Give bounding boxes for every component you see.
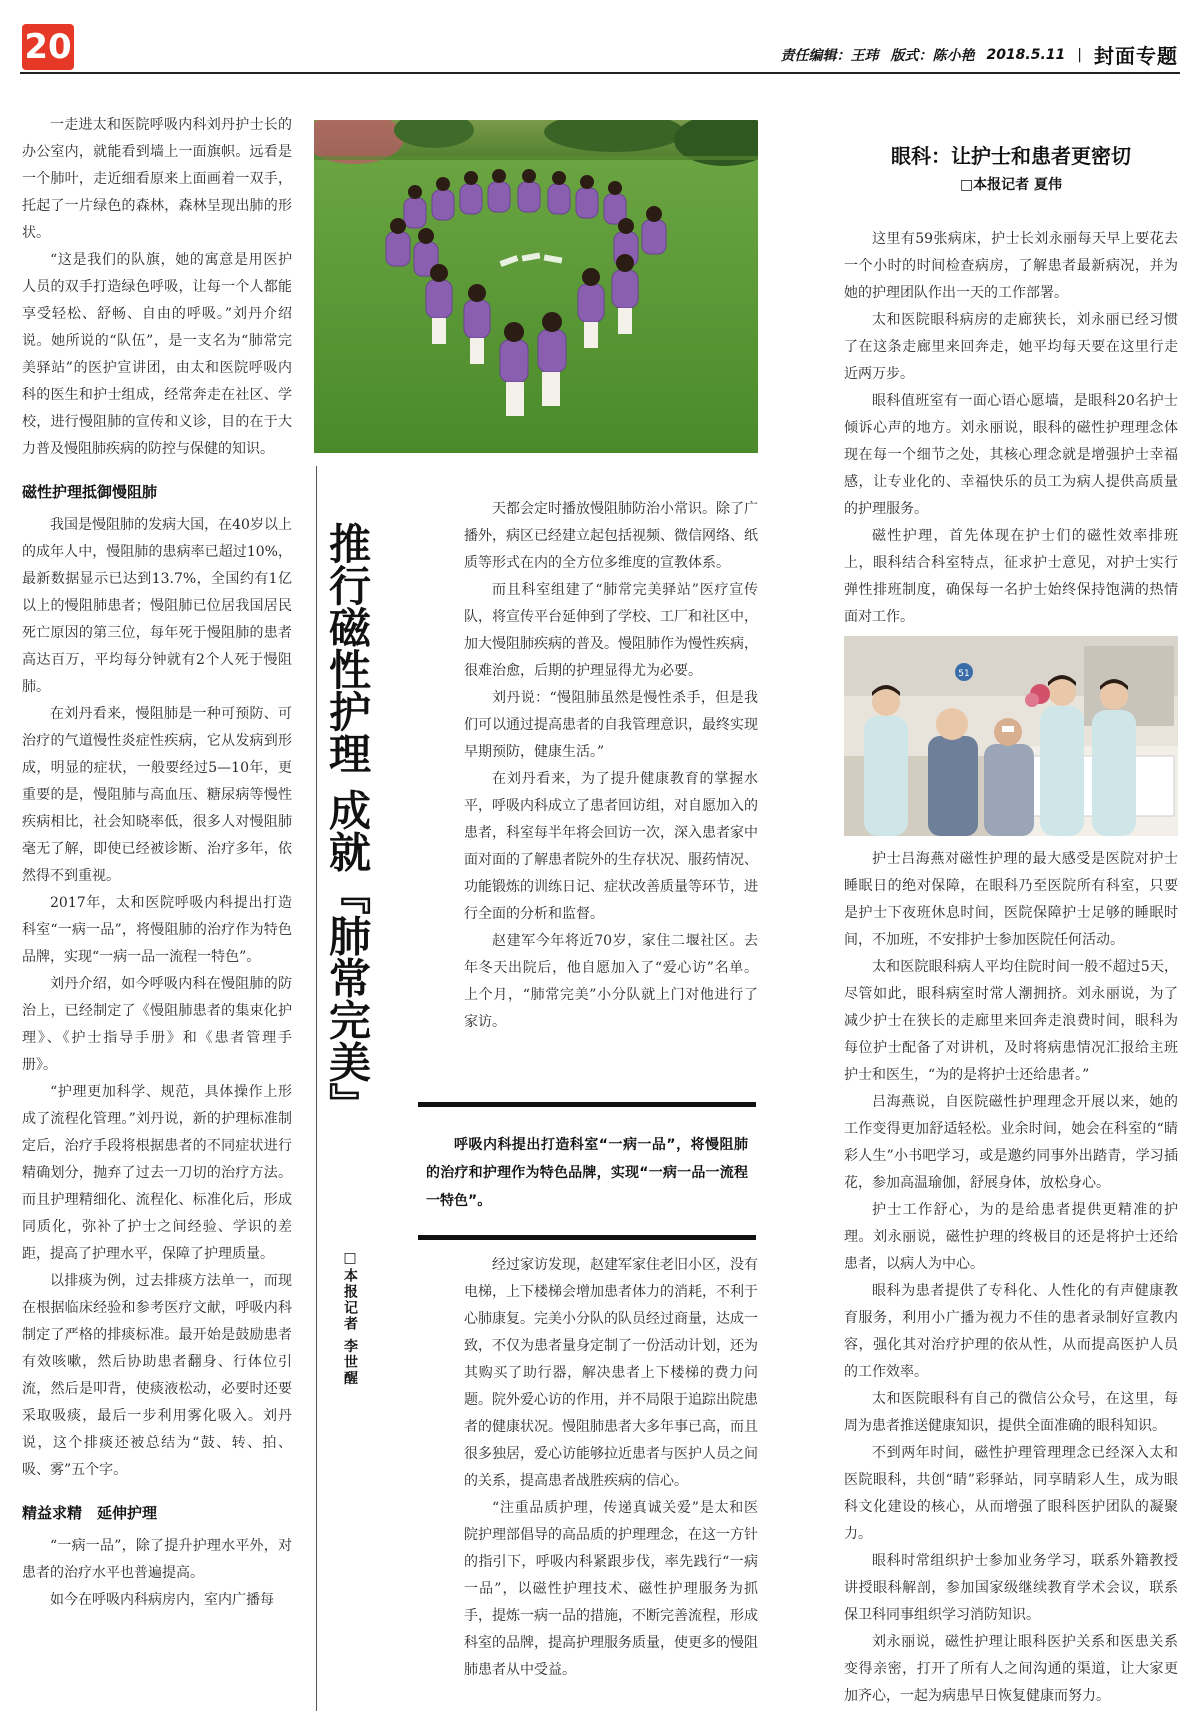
paragraph: 我国是慢阻肺的发病大国，在40岁以上的成年人中，慢阻肺的患病率已超过10%，最新数据显示已达到13.7%，全国约有1亿以上的慢阻肺患者；慢阻肺已位居我国居民死亡原因的第三位，每年死于慢阻肺的患者高达百万，平均每分钟就有2个人死于慢阻肺。 xyxy=(22,517,292,695)
paragraph: 这里有59张病床，护士长刘永丽每天早上要花去一个小时的时间检查病房，了解患者最新病况，并为她的护理团队作出一天的工作部署。 xyxy=(844,231,1178,301)
header-separator: | xyxy=(1077,46,1082,63)
paragraph: 赵建军今年将近70岁，家住二堰社区。去年冬天出院后，他自愿加入了“爱心访”名单。上个月，“肺常完美”小分队就上门对他进行了家访。 xyxy=(464,933,758,1030)
column-divider xyxy=(316,466,317,1711)
group-photo-illustration xyxy=(314,120,758,453)
pull-quote-text: 呼吸内科提出打造科室“一病一品”，将慢阻肺的治疗和护理作为特色品牌，实现“一病一品一流程一特色”。 xyxy=(426,1137,748,1209)
paragraph: 护士吕海燕对磁性护理的最大感受是医院对护士睡眠日的绝对保障，在眼科乃至医院所有科室，只要是护士下夜班休息时间，医院保障护士足够的睡眠时间，不加班，不安排护士参加医院任何活动。 xyxy=(844,851,1178,948)
ward-photo xyxy=(844,636,1178,836)
editor-credit: 责任编辑：王玮 xyxy=(780,47,879,64)
paragraph: 太和医院眼科有自己的微信公众号，在这里，每周为患者推送健康知识，提供全面准确的眼科知识。 xyxy=(844,1391,1178,1434)
right-article-title: 眼科：让护士和患者更密切 xyxy=(891,144,1131,168)
layout-credit: 版式：陈小艳 xyxy=(890,47,975,64)
paragraph: 一走进太和医院呼吸内科刘丹护士长的办公室内，就能看到墙上一面旗帜。远看是一个肺叶，走近细看原来上面画着一双手，托起了一片绿色的森林，森林呈现出肺的形状。 xyxy=(22,117,292,241)
paragraph: 眼科为患者提供了专科化、人性化的有声健康教育服务，利用小广播为视力不佳的患者录制好宣教内容，强化其对治疗护理的依从性，从而提高医护人员的工作效率。 xyxy=(844,1283,1178,1380)
left-article-column-2b xyxy=(464,1252,758,1684)
paragraph: “这是我们的队旗，她的寓意是用医护人员的双手打造绿色呼吸，让每一个人都能享受轻松、舒畅、自由的呼吸。”刘丹介绍说。她所说的“队伍”，是一支名为“肺常完美驿站”的医护宣讲团，由太和医院呼吸内科的医生和护士组成，经常奔走在社区、学校，进行慢阻肺的宣传和义诊，目的在于大力普及慢阻肺疾病的防控与保健的知识。 xyxy=(22,252,292,457)
paragraph: 刘永丽说，磁性护理让眼科医护关系和医患关系变得亲密，打开了所有人之间沟通的渠道，让大家更加齐心，一起为病患早日恢复健康而努力。 xyxy=(844,1634,1178,1704)
paragraph: 刘丹介绍，如今呼吸内科在慢阻肺的防治上，已经制定了《慢阻肺患者的集束化护理》、《护士指导手册》和《患者管理手册》。 xyxy=(22,976,292,1073)
paragraph: “护理更加科学、规范，具体操作上形成了流程化管理。”刘丹说，新的护理标准制定后，治疗手段将根据患者的不同症状进行精确划分，抛弃了过去一刀切的治疗方法。而且护理精细化、流程化、标准化后，形成同质化，弥补了护士之间经验、学识的差距，提高了护理水平，保障了护理质量。 xyxy=(22,1084,292,1262)
paragraph: 天都会定时播放慢阻肺防治小常识。除了广播外，病区已经建立起包括视频、微信网络、纸质等形式在内的全方位多维度的宣教体系。 xyxy=(464,501,758,571)
subheading: 磁性护理抵御慢阻肺 xyxy=(22,483,158,501)
group-photo xyxy=(314,120,758,453)
paragraph: 吕海燕说，自医院磁性护理理念开展以来，她的工作变得更加舒适轻松。业余时间，她会在科室的“睛彩人生”小书吧学习，或是邀约同事外出踏青，学习插花，参加高温瑜伽，舒展身体，放松身心。 xyxy=(844,1094,1178,1191)
paragraph: “注重品质护理，传递真诚关爱”是太和医院护理部倡导的高品质的护理理念，在这一方针的指引下，呼吸内科紧跟步伐，率先践行“一病一品”，以磁性护理技术、磁性护理服务为抓手，提炼一病一品的措施，不断完善流程，形成科室的品牌，提高护理服务质量，使更多的慢阻肺患者从中受益。 xyxy=(464,1500,758,1678)
page-number: 20 xyxy=(22,24,74,70)
issue-date: 2018.5.11 xyxy=(986,46,1066,63)
right-article-byline: □本报记者 夏伟 xyxy=(959,177,1063,193)
paragraph: 以排痰为例，过去排痰方法单一，而现在根据临床经验和参考医疗文献，呼吸内科制定了严格的排痰标准。最开始是鼓励患者有效咳嗽，然后协助患者翻身、行体位引流，然后是叩背，使痰液松动，必要时还要采取吸痰，最后一步利用雾化吸入。刘丹说，这个排痰还被总结为“鼓、转、拍、吸、雾”五个字。 xyxy=(22,1273,292,1478)
paragraph: 经过家访发现，赵建军家住老旧小区，没有电梯，上下楼梯会增加患者体力的消耗，不利于心肺康复。完美小分队的队员经过商量，达成一致，不仅为患者量身定制了一份活动计划，还为其购买了助行器，解决患者上下楼梯的费力问题。院外爱心访的作用，并不局限于追踪出院患者的健康状况。慢阻肺患者大多年事已高，而且很多独居，爱心访能够拉近患者与医护人员之间的关系，提高患者战胜疾病的信心。 xyxy=(464,1257,758,1489)
paragraph: 太和医院眼科病房的走廊狭长，刘永丽已经习惯了在这条走廊里来回奔走，她平均每天要在这里行走近两万步。 xyxy=(844,312,1178,382)
left-article-title: 推行磁性护理 成就『肺常完美』 xyxy=(323,522,372,1125)
paragraph: 在刘丹看来，为了提升健康教育的掌握水平，呼吸内科成立了患者回访组，对自愿加入的患者，科室每半年将会回访一次，深入患者家中面对面的了解患者院外的生存状况、服药情况、功能锻炼的训练日记、症状改善质量等环节，进行全面的分析和监督。 xyxy=(464,771,758,922)
pull-quote xyxy=(418,1102,756,1240)
paragraph: “一病一品”，除了提升护理水平外，对患者的治疗水平也普遍提高。 xyxy=(22,1538,292,1581)
room-number: 51 xyxy=(958,669,970,679)
header-meta xyxy=(780,40,1178,69)
left-article-column-1 xyxy=(22,112,292,1614)
paragraph: 刘丹说：“慢阻肺虽然是慢性杀手，但是我们可以通过提高患者的自我管理意识，最终实现早期预防，健康生活。” xyxy=(464,690,758,760)
subheading: 精益求精 延伸护理 xyxy=(22,1504,158,1522)
paragraph: 眼科值班室有一面心语心愿墙，是眼科20名护士倾诉心声的地方。刘永丽说，眼科的磁性护理理念体现在每一个细节之处，其核心理念就是增强护士幸福感，让专业化的、幸福快乐的员工为病人提供高质量的护理服务。 xyxy=(844,393,1178,517)
paragraph: 如今在呼吸内科病房内，室内广播每 xyxy=(50,1592,274,1608)
left-article-byline: □本报记者 李世醒 xyxy=(342,1250,358,1387)
paragraph: 2017年，太和医院呼吸内科提出打造科室“一病一品”，将慢阻肺的治疗作为特色品牌，实现“一病一品一流程一特色”。 xyxy=(22,895,292,965)
paragraph: 在刘丹看来，慢阻肺是一种可预防、可治疗的气道慢性炎症性疾病，它从发病到形成，明显的症状，一般要经过5—10年，更重要的是，慢阻肺与高血压、糖尿病等慢性疾病相比，社会知晓率低，很多人对慢阻肺毫无了解，即使已经被诊断、治疗多年，依然得不到重视。 xyxy=(22,706,292,884)
right-article-column-top xyxy=(844,226,1178,631)
right-article-column-bottom xyxy=(844,846,1178,1710)
paragraph: 眼科时常组织护士参加业务学习，联系外籍教授讲授眼科解剖，参加国家级继续教育学术会议，联系保卫科同事组织学习消防知识。 xyxy=(844,1553,1178,1623)
paragraph: 磁性护理，首先体现在护士们的磁性效率排班上，眼科结合科室特点，征求护士意见，对护士实行弹性排班制度，确保每一名护士始终保持饱满的热情面对工作。 xyxy=(844,528,1178,625)
header-rule xyxy=(20,72,1180,74)
paragraph: 太和医院眼科病人平均住院时间一般不超过5天，尽管如此，眼科病室时常人潮拥挤。刘永丽说，为了减少护士在狭长的走廊里来回奔走浪费时间，眼科为每位护士配备了对讲机，及时将病患情况汇报给主班护士和医生，“为的是将护士还给患者。” xyxy=(844,959,1178,1083)
paragraph: 护士工作舒心，为的是给患者提供更精准的护理。刘永丽说，磁性护理的终极目的还是将护士还给患者，以病人为中心。 xyxy=(844,1202,1178,1272)
section-title: 封面专题 xyxy=(1094,44,1178,68)
left-article-column-2 xyxy=(464,496,758,1036)
paragraph: 而且科室组建了“肺常完美驿站”医疗宣传队，将宣传平台延伸到了学校、工厂和社区中，加大慢阻肺疾病的普及。慢阻肺作为慢性疾病，很难治愈，后期的护理显得尤为必要。 xyxy=(464,582,758,679)
ward-photo-illustration xyxy=(844,636,1178,836)
paragraph: 不到两年时间，磁性护理管理理念已经深入太和医院眼科，共创“睛”彩驿站，同享睛彩人生，成为眼科文化建设的核心，从而增强了眼科医护团队的凝聚力。 xyxy=(844,1445,1178,1542)
